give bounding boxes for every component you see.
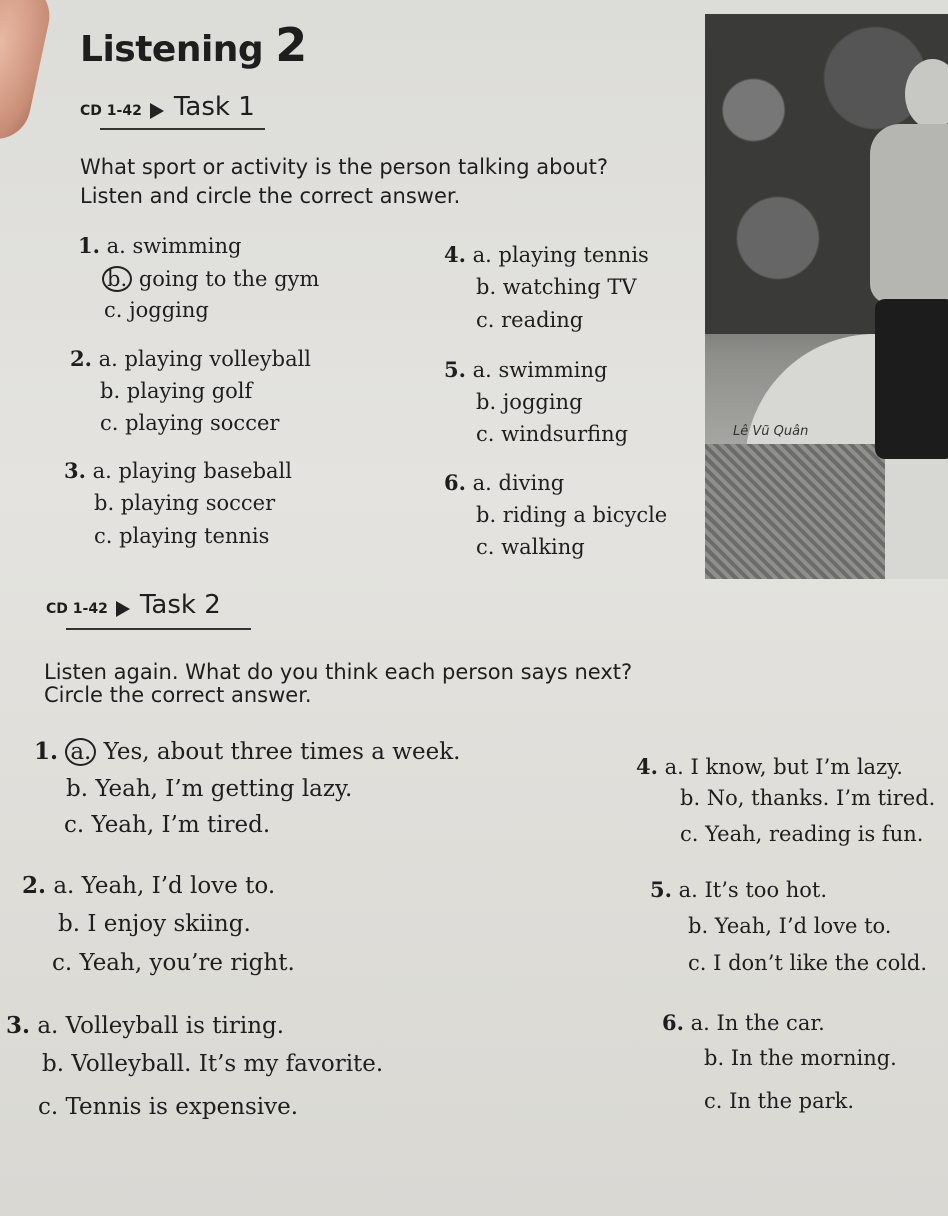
task1-underline <box>100 128 265 130</box>
task2-q3-b: b. Volleyball. It’s my favorite. <box>42 1051 384 1077</box>
task2-q1-a: 1. a. Yes, about three times a week. <box>34 738 461 765</box>
task1-q4-b: b. watching TV <box>476 275 637 299</box>
task2-q5-c: c. I don’t like the cold. <box>688 951 928 975</box>
task2-q3-c: c. Tennis is expensive. <box>38 1094 299 1120</box>
task2-q6-c: c. In the park. <box>704 1089 855 1113</box>
task2-q6-a: 6. a. In the car. <box>662 1010 825 1035</box>
runner-legs <box>875 299 948 459</box>
task1-q2-b: b. playing golf <box>100 379 253 403</box>
play-icon <box>116 601 130 617</box>
task2-q2-c: c. Yeah, you’re right. <box>52 950 295 976</box>
task2-q2-b: b. I enjoy skiing. <box>58 911 251 937</box>
runner-shirt <box>870 124 948 304</box>
task1-q1-c: c. jogging <box>104 298 209 322</box>
task1-q6-b: b. riding a bicycle <box>476 503 668 527</box>
task2-q5-b: b. Yeah, I’d love to. <box>688 914 892 938</box>
handwritten-signature: Lê Vũ Quân <box>733 424 809 439</box>
task2-q6-b: b. In the morning. <box>704 1046 897 1070</box>
page-title: Listening 2 <box>80 18 307 72</box>
task1-heading <box>80 92 255 122</box>
task-label: Task 2 <box>139 590 221 620</box>
task1-instruction-2: Listen and circle the correct answer. <box>80 184 461 208</box>
photo-grass <box>705 444 885 579</box>
cd-label: CD 1-42 <box>80 103 142 119</box>
task2-heading <box>46 590 221 620</box>
circled-answer: b. <box>102 266 132 292</box>
task2-q3-a: 3. a. Volleyball is tiring. <box>6 1012 285 1039</box>
task1-q6-c: c. walking <box>476 535 585 559</box>
task1-q3-b: b. playing soccer <box>94 491 276 515</box>
task2-instruction-2: Circle the correct answer. <box>44 683 312 707</box>
task2-q2-a: 2. a. Yeah, I’d love to. <box>22 872 276 899</box>
task2-underline <box>66 628 251 630</box>
cd-label: CD 1-42 <box>46 601 108 617</box>
circled-answer: a. <box>65 738 96 766</box>
task2-q4-a: 4. a. I know, but I’m lazy. <box>636 754 903 779</box>
task2-q4-c: c. Yeah, reading is fun. <box>680 822 924 846</box>
task1-q5-c: c. windsurfing <box>476 422 629 446</box>
task-label: Task 1 <box>173 92 255 122</box>
play-icon <box>150 103 164 119</box>
task2-q1-c: c. Yeah, I’m tired. <box>64 812 271 838</box>
task1-q1-a: 1. a. swimming <box>78 233 242 258</box>
task1-q5-a: 5. a. swimming <box>444 357 608 382</box>
task1-q3-a: 3. a. playing baseball <box>64 458 292 483</box>
task1-q3-c: c. playing tennis <box>94 524 270 548</box>
task2-q5-a: 5. a. It’s too hot. <box>650 877 828 902</box>
task1-q4-c: c. reading <box>476 308 584 332</box>
task1-q1-b: b. going to the gym <box>102 266 319 292</box>
task2-q1-b: b. Yeah, I’m getting lazy. <box>66 776 353 802</box>
task1-q4-a: 4. a. playing tennis <box>444 242 649 267</box>
task1-q5-b: b. jogging <box>476 390 583 414</box>
task1-instruction-1: What sport or activity is the person talking about? <box>80 155 608 179</box>
task1-q6-a: 6. a. diving <box>444 470 565 495</box>
task1-q2-c: c. playing soccer <box>100 411 280 435</box>
task2-q4-b: b. No, thanks. I’m tired. <box>680 786 936 810</box>
task1-q2-a: 2. a. playing volleyball <box>70 346 312 371</box>
task2-instruction-1: Listen again. What do you think each person says next? <box>44 660 633 684</box>
finger <box>0 0 56 146</box>
runner-photo <box>705 14 948 579</box>
